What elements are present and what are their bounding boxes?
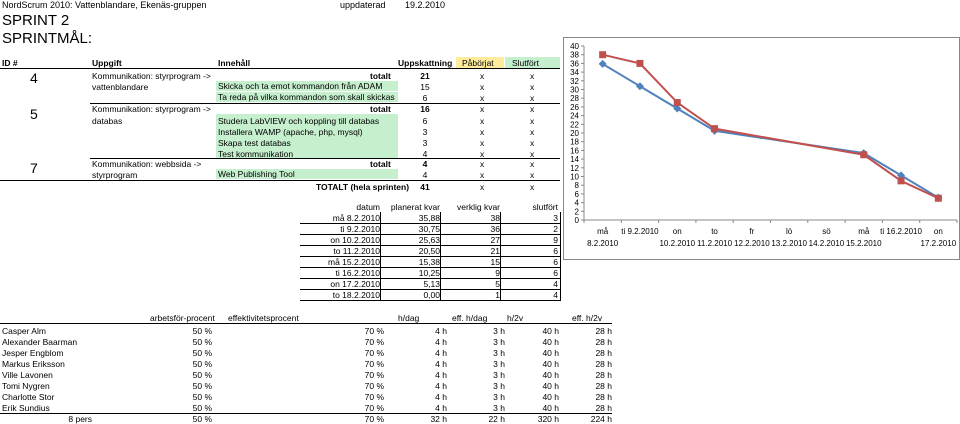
actual-point (674, 99, 681, 106)
capacity-eff-h-2w: 28 h (595, 326, 612, 336)
story-title: Kommunikation: styrprogram -> (92, 104, 211, 114)
capacity-h-day: 4 h (435, 348, 447, 358)
capacity-h-2w: 40 h (542, 348, 559, 358)
y-tick-label: 38 (570, 50, 579, 60)
task-started: x (480, 82, 485, 92)
capacity-h-day: 4 h (435, 337, 447, 347)
daily-planned: 20,50 (418, 246, 440, 256)
capacity-name: Erik Sundius (2, 403, 50, 413)
y-tick-label: 36 (570, 59, 579, 69)
x-tick-label: lö (786, 227, 793, 236)
capacity-eff-h-day: 3 h (493, 370, 505, 380)
capacity-eff-h-day: 3 h (493, 348, 505, 358)
capacity-h-day: 4 h (435, 370, 447, 380)
daily-done: 6 (553, 246, 558, 256)
capacity-work-pct: 50 % (192, 326, 212, 336)
updated-label: uppdaterad (340, 0, 386, 10)
capacity-eff-h-2w: 28 h (595, 370, 612, 380)
capacity-eff-h-2w: 28 h (595, 403, 612, 413)
story-id: 7 (30, 160, 38, 176)
header-id: ID # (2, 58, 18, 68)
daily-date: to 18.2.2010 (332, 290, 380, 300)
actual-point (898, 177, 905, 184)
daily-actual: 38 (490, 213, 500, 223)
daily-planned: 15,38 (418, 257, 440, 267)
daily-date: to 11.2.2010 (333, 246, 380, 256)
x-tick-label: 10.2.2010 (659, 239, 696, 248)
story-done: x (530, 159, 535, 169)
capacity-eff-h-2w: 28 h (595, 392, 612, 402)
y-tick-label: 40 (570, 42, 579, 51)
capacity-eff-h-day: 3 h (493, 337, 505, 347)
x-tick-label: sö (822, 227, 831, 236)
capacity-h-day: 4 h (435, 403, 447, 413)
story-title: databas (92, 116, 123, 126)
story-started: x (480, 159, 485, 169)
story-title: vattenblandare (92, 82, 149, 92)
capacity-eff-pct: 70 % (364, 370, 384, 380)
capacity-eff-h-day: 3 h (493, 381, 505, 391)
capacity-name: Casper Alm (2, 326, 46, 336)
capacity-h-day: 4 h (435, 326, 447, 336)
daily-col-line (500, 212, 501, 301)
capacity-work-pct: 50 % (192, 359, 212, 369)
capacity-h-2w: 40 h (542, 359, 559, 369)
task-started: x (480, 116, 485, 126)
daily-planned: 30,75 (418, 224, 440, 234)
sprint-title: SPRINT 2 (2, 12, 70, 29)
daily-date: må 8.2.2010 (332, 213, 380, 223)
daily-actual: 1 (495, 290, 500, 300)
capacity-total-eff-h-2w: 224 h (590, 414, 612, 424)
daily-row-line (300, 300, 560, 301)
y-tick-label: 32 (570, 76, 579, 86)
capacity-h-2w: 40 h (542, 381, 559, 391)
actual-point (935, 195, 942, 202)
story-total: 21 (420, 71, 430, 81)
daily-planned: 10,25 (418, 268, 440, 278)
daily-done: 4 (553, 279, 558, 289)
grand-total-done: x (530, 182, 535, 192)
task-estimate: 4 (422, 170, 428, 180)
daily-actual: 15 (490, 257, 500, 267)
row-divider (0, 180, 560, 181)
capacity-h-2w: 40 h (542, 370, 559, 380)
y-tick-label: 14 (570, 155, 579, 165)
capacity-header: h/2v (507, 313, 524, 323)
capacity-eff-h-2w: 28 h (595, 337, 612, 347)
capacity-total-eff-h-day: 22 h (488, 414, 505, 424)
daily-planned: 0,00 (423, 290, 440, 300)
x-tick-label: ti 9.2.2010 (621, 227, 659, 236)
daily-actual: 36 (490, 224, 500, 234)
capacity-work-pct: 50 % (192, 381, 212, 391)
story-started: x (480, 71, 485, 81)
story-total-label: totalt (370, 159, 391, 169)
y-tick-label: 16 (570, 146, 579, 156)
daily-col-line (560, 212, 561, 301)
task-estimate: 6 (422, 116, 428, 126)
capacity-header: eff. h/2v (572, 313, 603, 323)
y-tick-label: 10 (570, 172, 579, 182)
document-title: NordScrum 2010: Vattenblandare, Ekenäs-gruppen (2, 0, 207, 10)
capacity-total-eff-pct: 70 % (364, 414, 384, 424)
x-tick-label: 15.2.2010 (845, 239, 882, 248)
capacity-h-2w: 40 h (542, 326, 559, 336)
daily-header: verklig kvar (457, 202, 500, 212)
task-started: x (480, 170, 485, 180)
header-story: Uppgift (92, 58, 122, 68)
task-estimate: 3 (422, 127, 428, 137)
task-done: x (530, 93, 535, 103)
capacity-eff-h-day: 3 h (493, 392, 505, 402)
capacity-eff-pct: 70 % (364, 337, 384, 347)
capacity-eff-h-2w: 28 h (595, 348, 612, 358)
y-tick-label: 30 (570, 85, 579, 95)
daily-col-line (380, 212, 381, 301)
burndown-chart (563, 37, 960, 260)
actual-point (860, 151, 867, 158)
story-id: 4 (30, 70, 38, 86)
capacity-eff-pct: 70 % (364, 381, 384, 391)
task-name: Studera LabVIEW och koppling till databas (218, 116, 380, 126)
task-name: Skicka och ta emot kommandon från ADAM (216, 81, 398, 91)
task-estimate: 6 (422, 93, 428, 103)
daily-actual: 9 (495, 268, 500, 278)
task-name: Skapa test databas (218, 138, 291, 148)
task-name: Web Publishing Tool (216, 169, 398, 179)
x-tick-label: to (711, 227, 718, 236)
task-started: x (480, 149, 485, 159)
x-tick-label: fr (749, 227, 755, 236)
task-done: x (530, 149, 535, 159)
capacity-work-pct: 50 % (192, 370, 212, 380)
daily-date: ti 16.2.2010 (335, 268, 380, 278)
y-tick-label: 18 (570, 137, 579, 147)
header-started: Påbörjat (462, 58, 494, 68)
capacity-total-line (0, 413, 612, 414)
daily-header: slutfört (532, 202, 558, 212)
task-name: Test kommunikation (218, 149, 294, 159)
x-tick-label: 12.2.2010 (734, 239, 770, 248)
capacity-h-day: 4 h (435, 392, 447, 402)
y-tick-label: 0 (574, 216, 579, 225)
capacity-eff-pct: 70 % (364, 348, 384, 358)
task-started: x (480, 93, 485, 103)
capacity-header: arbetsför-procent (150, 313, 215, 323)
task-started: x (480, 127, 485, 137)
daily-header: datum (356, 202, 380, 212)
story-done: x (530, 71, 535, 81)
capacity-total-h-day: 32 h (430, 414, 447, 424)
grand-total-label: TOTALT (hela sprinten) (316, 182, 410, 192)
y-tick-label: 34 (570, 68, 579, 78)
capacity-eff-h-2w: 28 h (595, 359, 612, 369)
header-content: Innehåll (218, 58, 251, 68)
y-tick-label: 8 (574, 181, 579, 191)
grand-total-value: 41 (420, 182, 430, 192)
task-done: x (530, 127, 535, 137)
daily-done: 3 (553, 213, 558, 223)
daily-done: 6 (553, 268, 558, 278)
task-estimate: 4 (422, 149, 428, 159)
capacity-header: h/dag (398, 313, 420, 323)
story-title: Kommunikation: styrprogram -> (92, 71, 211, 81)
story-title: Kommunikation: webbsida -> (92, 159, 202, 169)
capacity-work-pct: 50 % (192, 392, 212, 402)
daily-actual: 27 (490, 235, 500, 245)
daily-date: on 17.2.2010 (330, 279, 380, 289)
capacity-name: Ville Lavonen (2, 370, 53, 380)
capacity-h-2w: 40 h (542, 403, 559, 413)
capacity-work-pct: 50 % (192, 337, 212, 347)
y-tick-label: 28 (570, 94, 579, 104)
task-started: x (480, 138, 485, 148)
y-tick-label: 26 (570, 102, 579, 112)
capacity-eff-pct: 70 % (364, 392, 384, 402)
capacity-eff-h-day: 3 h (493, 403, 505, 413)
daily-date: ti 9.2.2010 (340, 224, 380, 234)
sprint-goal-label: SPRINTMÅL: (2, 30, 93, 47)
capacity-header: effektivitetsprocent (228, 313, 299, 323)
capacity-h-2w: 40 h (542, 337, 559, 347)
capacity-h-day: 4 h (435, 381, 447, 391)
capacity-eff-h-day: 3 h (493, 359, 505, 369)
story-id: 5 (30, 106, 38, 122)
story-started: x (480, 104, 485, 114)
x-tick-label: må (858, 227, 870, 236)
y-tick-label: 24 (570, 111, 579, 121)
y-tick-label: 2 (574, 207, 579, 217)
capacity-eff-pct: 70 % (364, 403, 384, 413)
capacity-eff-h-day: 3 h (493, 326, 505, 336)
y-tick-label: 22 (570, 120, 579, 130)
actual-point (599, 51, 606, 58)
daily-date: on 10.2.2010 (330, 235, 380, 245)
capacity-name: Charlotte Stor (2, 392, 55, 402)
task-name: Ta reda på vilka kommandon som skall skickas (216, 92, 398, 102)
daily-planned: 5,13 (423, 279, 440, 289)
capacity-total-name: 8 pers (68, 414, 92, 424)
daily-done: 4 (553, 290, 558, 300)
grand-total-started: x (480, 182, 485, 192)
y-tick-label: 6 (574, 189, 579, 199)
capacity-name: Markus Eriksson (2, 359, 65, 369)
actual-point (636, 60, 643, 67)
y-tick-label: 20 (570, 129, 579, 138)
x-tick-label: må (597, 227, 609, 236)
header-done: Slutfört (512, 58, 539, 68)
daily-planned: 25,63 (418, 235, 440, 245)
capacity-h-2w: 40 h (542, 392, 559, 402)
capacity-work-pct: 50 % (192, 403, 212, 413)
task-estimate: 3 (422, 138, 428, 148)
x-tick-label: 8.2.2010 (587, 239, 619, 248)
task-done: x (530, 138, 535, 148)
story-total: 16 (420, 104, 430, 114)
daily-actual: 5 (495, 279, 500, 289)
x-tick-label: ti 16.2.2010 (880, 227, 922, 236)
daily-header: planerat kvar (390, 202, 440, 212)
capacity-name: Jesper Engblom (2, 348, 64, 358)
header-estimate: Uppskattning (398, 58, 453, 68)
task-estimate: 15 (420, 82, 430, 92)
capacity-total-h-2w: 320 h (537, 414, 559, 424)
capacity-name: Alexander Baarman (2, 337, 78, 347)
y-tick-label: 12 (570, 163, 579, 173)
daily-col-line (440, 212, 441, 301)
capacity-h-day: 4 h (435, 359, 447, 369)
x-tick-label: 14.2.2010 (808, 239, 845, 248)
x-tick-label: 13.2.2010 (771, 239, 807, 248)
task-done: x (530, 116, 535, 126)
story-total-label: totalt (370, 71, 391, 81)
capacity-header: eff. h/dag (452, 313, 488, 323)
story-title: styrprogram (92, 170, 138, 180)
actual-point (711, 125, 718, 132)
daily-done: 2 (553, 224, 558, 234)
task-done: x (530, 170, 535, 180)
x-tick-label: 11.2.2010 (697, 239, 733, 248)
daily-actual: 21 (490, 246, 500, 256)
story-total: 4 (422, 159, 428, 169)
daily-done: 9 (553, 235, 558, 245)
story-total-label: totalt (370, 104, 391, 114)
x-tick-label: 17.2.2010 (920, 239, 957, 248)
updated-value: 19.2.2010 (405, 0, 446, 10)
capacity-eff-pct: 70 % (364, 326, 384, 336)
task-table-header (0, 58, 560, 69)
capacity-eff-h-2w: 28 h (595, 381, 612, 391)
x-tick-label: on (672, 227, 682, 236)
capacity-eff-pct: 70 % (364, 359, 384, 369)
y-tick-label: 4 (574, 198, 579, 208)
story-done: x (530, 104, 535, 114)
capacity-name: Tomi Nygren (2, 381, 50, 391)
daily-done: 6 (553, 257, 558, 267)
x-tick-label: on (933, 227, 943, 236)
task-done: x (530, 82, 535, 92)
task-name: Installera WAMP (apache, php, mysql) (218, 127, 363, 137)
capacity-work-pct: 50 % (192, 348, 212, 358)
capacity-header-line (0, 323, 612, 324)
daily-planned: 35,88 (418, 213, 440, 223)
capacity-total-work-pct: 50 % (192, 414, 212, 424)
daily-date: må 15.2.2010 (328, 257, 380, 267)
